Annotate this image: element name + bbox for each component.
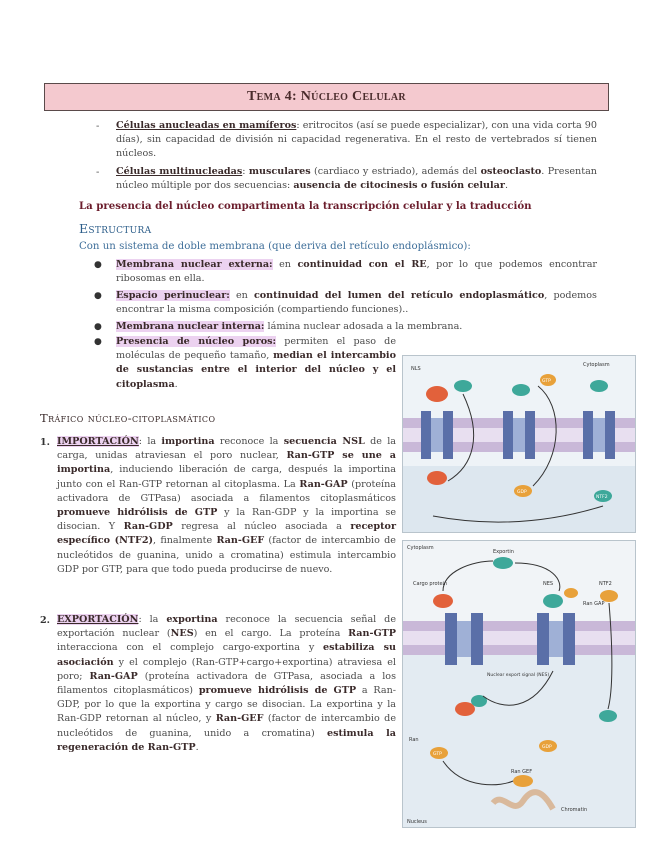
bullet-icon: ● <box>94 291 102 301</box>
label-gdp: GDP <box>542 745 552 750</box>
page-title: Tema 4: Núcleo Celular <box>44 83 609 111</box>
section-heading-estructura: Estructura <box>79 221 152 236</box>
bullet-icon: ● <box>94 337 102 347</box>
pore-middle <box>503 411 535 459</box>
label-gtp: GTP <box>433 752 442 757</box>
nucleus-statement: La presencia del núcleo compartimenta la transcripción celular y la traducción <box>79 200 532 212</box>
label-cargo-protein: Cargo protein <box>413 581 448 587</box>
importin <box>512 384 530 396</box>
exportin <box>493 557 513 569</box>
ran-gtp <box>564 588 578 598</box>
bullet-membrana-interna: Membrana nuclear interna: lámina nuclear adosada a la membrana. <box>116 321 463 332</box>
label-cytoplasm: Cytoplasm <box>583 362 610 368</box>
nuclear-import-diagram <box>403 356 635 532</box>
label-ntf2: NTF2 <box>596 495 608 500</box>
nuclear-export-diagram <box>403 541 635 827</box>
bullet-icon: ● <box>94 322 102 332</box>
importacion-paragraph: IMPORTACIÓN: la importina reconoce la secuencia NSL de la carga, unidas atraviesan el poro nuclear, Ran-GTP se une a importina, induciendo liberación de carga, después la importina junto con el Ran-GTP retornan al citoplasma. La Ran-GAP (proteína activadora de GTPasa) asociada a filamentos citoplasmáticos promueve hidrólisis de GTP y la Ran-GDP y la importina se disocian. Y Ran-GDP regresa al núcleo asociada a receptor específico (NTF2), finalmente Ran-GEF (factor de intercambio de nucleótidos de guanina, unido a cromatina) estimula intercambio GDP por GTP, para que todo pueda producirse de nuevo. <box>57 436 397 575</box>
label-nls: NLS <box>411 366 421 372</box>
label-chromatin: Chromatin <box>561 807 588 813</box>
cargo-protein <box>455 702 475 716</box>
label-nes: NES <box>543 581 554 587</box>
bullet-icon: ● <box>94 260 102 270</box>
bullet-espacio-perinuclear: Espacio perinuclear: en continuidad del lumen del retículo endoplasmático, podemos encontrar la misma composición (compartiendo funciones).. <box>116 290 597 316</box>
label-ntf2: NTF2 <box>599 581 612 587</box>
list-number: 2. <box>40 615 51 626</box>
bullet-membrana-externa: Membrana nuclear externa: en continuidad con el RE, por lo que podemos encontrar ribosomas en ella. <box>116 259 597 285</box>
section-heading-trafico: Tráfico núcleo-citoplasmático <box>40 411 216 425</box>
label-cytoplasm: Cytoplasm <box>407 545 434 551</box>
importin <box>454 380 472 392</box>
cargo-protein <box>426 386 448 402</box>
label-gdp: GDP <box>517 490 527 495</box>
label-exportin: Exportin <box>493 549 514 555</box>
dash-marker: - <box>96 121 100 132</box>
cargo-protein <box>433 594 453 608</box>
exportin <box>543 594 563 608</box>
pore-right <box>583 411 615 459</box>
list-number: 1. <box>40 437 51 448</box>
ntf2 <box>599 710 617 722</box>
intro-item-multinucleadas: Células multinucleadas: musculares (cardiaco y estriado), además del osteoclasto. Presentan núcleo múltiple por dos secuencias: ausencia de citocinesis o fusión celular. <box>116 166 597 192</box>
figure-nuclear-import <box>402 355 636 533</box>
label-nucleus: Nucleus <box>407 819 427 825</box>
dash-marker: - <box>96 167 100 178</box>
exportacion-paragraph: EXPORTACIÓN: la exportina reconoce la secuencia señal de exportación nuclear (NES) en el cargo. La proteína Ran-GTP interacciona con el complejo cargo-exportina y estabiliza su asociación y el complejo (Ran-GTP+cargo+exportina) atraviesa el poro; Ran-GAP (proteína activadora de GTPasa, asociada a los filamentos citoplasmáticos) promueve hidrólisis de GTP a Ran-GDP, por lo que la exportina y cargo se disocian. La exportina y la Ran-GDP retornan al núcleo, y Ran-GEF (factor de intercambio de nucleótidos de guanina, unido a cromatina) estimula la regeneración de Ran-GTP. <box>57 614 397 753</box>
label-nes-full: Nuclear export signal (NES) <box>487 673 550 678</box>
term-anucleadas: Células anucleadas en mamíferos <box>116 120 297 131</box>
term-multinucleadas: Células multinucleadas <box>116 166 243 177</box>
cargo-protein <box>427 471 447 485</box>
label-ran-gap: Ran GAP <box>583 601 605 607</box>
intro-item-anucleadas: Células anucleadas en mamíferos: eritrocitos (así se puede especializar), con una vida corta 90 días), sin capacidad de división ni capacidad regenerativa. En el resto de vertebrados sí tienen núcleos. <box>116 120 597 160</box>
exportacion-title: EXPORTACIÓN <box>57 614 139 625</box>
estructura-lead: Con un sistema de doble membrana (que deriva del retículo endoplásmico): <box>79 241 471 252</box>
ran-gef <box>513 775 533 787</box>
pore-left <box>421 411 453 459</box>
bullet-nucleo-poros: Presencia de núcleo poros: permiten el paso de moléculas de pequeño tamaño, median el intercambio de sustancias entre el interior del núcleo y el citoplasma. <box>116 336 396 390</box>
importacion-title: IMPORTACIÓN <box>57 436 139 447</box>
label-ran: Ran <box>409 737 419 743</box>
label-ran-gef: Ran GEF <box>511 769 533 775</box>
label-gtp: GTP <box>542 379 551 384</box>
figure-nuclear-export <box>402 540 636 828</box>
importin <box>590 380 608 392</box>
